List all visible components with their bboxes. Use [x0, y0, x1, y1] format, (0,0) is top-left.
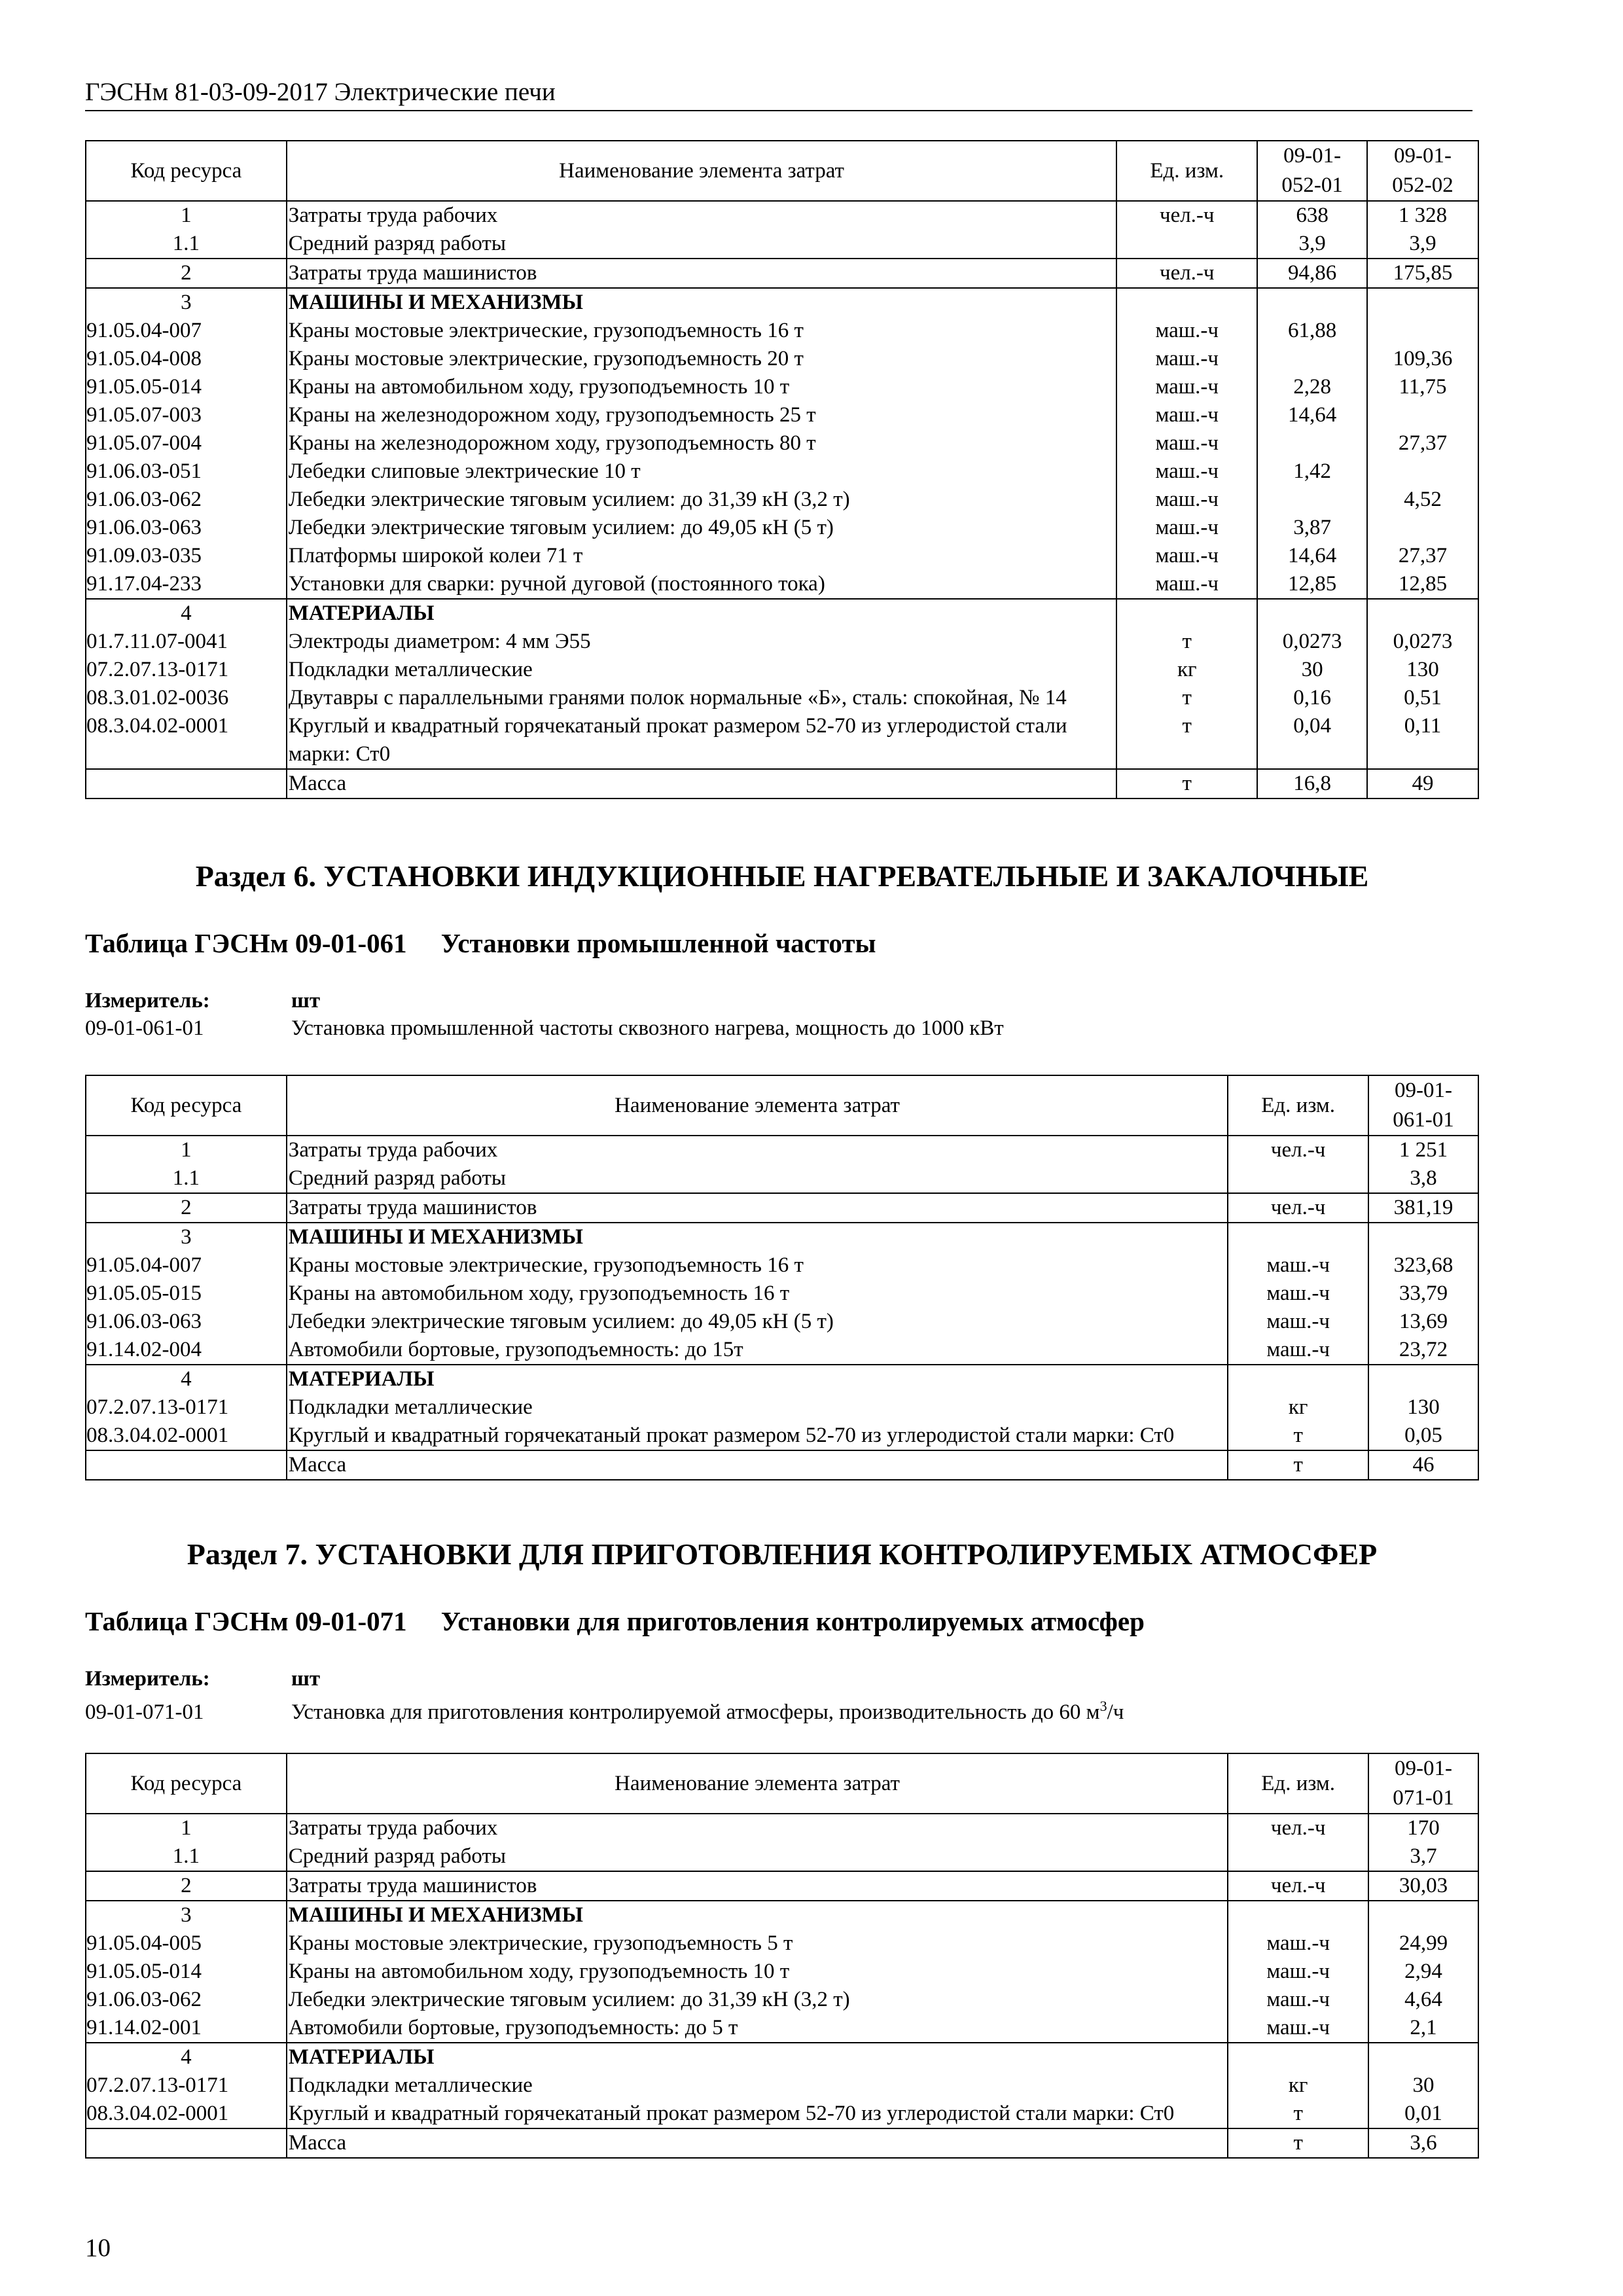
measure-label: Измеритель: [85, 1667, 210, 1691]
cell-value-2: 12,85 [1367, 570, 1478, 599]
cell-value-1: 3,6 [1368, 2128, 1478, 2158]
cell-name: Затраты труда машинистов [287, 1871, 1228, 1901]
cell-name: Подкладки металлические [287, 656, 1117, 684]
cell-value-1: 0,05 [1368, 1422, 1478, 1450]
cell-name: Затраты труда рабочих [287, 201, 1117, 230]
cell-unit: маш.-ч [1116, 345, 1257, 373]
col-header-code: Код ресурса [86, 1753, 287, 1814]
cell-unit [1116, 230, 1257, 259]
cell-code: 91.05.07-004 [86, 429, 287, 457]
col-header-value-1: 09-01- 052-01 [1257, 141, 1367, 201]
cell-name: Затраты труда машинистов [287, 259, 1117, 288]
cell-unit: т [1228, 1450, 1368, 1480]
table-row [86, 345, 1478, 373]
cell-value-2: 175,85 [1367, 259, 1478, 288]
cell-name: Круглый и квадратный горячекатаный прокат размером 52-70 из углеродистой стали марки: Ст0 [287, 712, 1117, 769]
table-code: Таблица ГЭСНм 09-01-071 [85, 1606, 407, 1636]
cell-value-1: 24,99 [1368, 1929, 1478, 1958]
cell-unit: маш.-ч [1116, 429, 1257, 457]
cell-code: 91.05.05-015 [86, 1280, 287, 1308]
cell-name: Средний разряд работы [287, 1842, 1228, 1871]
cell-name: Круглый и квадратный горячекатаный прокат размером 52-70 из углеродистой стали марки: Ст0 [287, 2100, 1228, 2128]
col-header-value-1: 09-01- 061-01 [1368, 1075, 1478, 1136]
cell-unit [1228, 2043, 1368, 2072]
col-header-name: Наименование элемента затрат [287, 1075, 1228, 1136]
cell-code: 3 [86, 1223, 287, 1251]
item-description: Установка для приготовления контролируемой атмосферы, производительность до 60 $м^3/ч$ [291, 1698, 1124, 1724]
cell-name: МАШИНЫ И МЕХАНИЗМЫ [287, 288, 1117, 317]
cell-code: 4 [86, 2043, 287, 2072]
cell-name: Лебедки электрические тяговым усилием: до 49,05 кН (5 т) [287, 1308, 1228, 1336]
cell-name: МАТЕРИАЛЫ [287, 1365, 1228, 1393]
cell-value-1: 46 [1368, 1450, 1478, 1480]
cell-value-2: 27,37 [1367, 429, 1478, 457]
cell-unit: кг [1228, 2072, 1368, 2100]
table-row [86, 599, 1478, 628]
cell-unit: маш.-ч [1116, 457, 1257, 486]
cell-unit: кг [1116, 656, 1257, 684]
cell-value-1: 1,42 [1257, 457, 1367, 486]
table-row [86, 712, 1478, 769]
cell-name: Масса [287, 769, 1117, 798]
cell-value-1: 170 [1368, 1814, 1478, 1842]
cell-value-1: 14,64 [1257, 542, 1367, 570]
table-row [86, 2043, 1478, 2072]
cell-unit: чел.-ч [1228, 1814, 1368, 1842]
cell-unit: маш.-ч [1228, 1958, 1368, 1986]
cell-code: 91.05.04-005 [86, 1929, 287, 1958]
cell-name: Лебедки электрические тяговым усилием: до 31,39 кН (3,2 т) [287, 1986, 1228, 2014]
table-row [86, 1308, 1478, 1336]
cell-unit: маш.-ч [1116, 317, 1257, 345]
cell-unit: т [1116, 712, 1257, 769]
cell-code: 91.06.03-051 [86, 457, 287, 486]
cell-value-1 [1257, 599, 1367, 628]
cell-name: Краны на автомобильном ходу, грузоподъемность 16 т [287, 1280, 1228, 1308]
item-code: 09-01-071-01 [85, 1700, 204, 1724]
cell-value-1: 16,8 [1257, 769, 1367, 798]
cell-name: Электроды диаметром: 4 мм Э55 [287, 628, 1117, 656]
cell-name: Автомобили бортовые, грузоподъемность: до 15т [287, 1336, 1228, 1365]
resource-table-061 [85, 1075, 1479, 1480]
table-row [86, 628, 1478, 656]
cell-value-2: 109,36 [1367, 345, 1478, 373]
cell-unit: маш.-ч [1116, 542, 1257, 570]
cell-unit: кг [1228, 1393, 1368, 1422]
cell-value-2: 0,51 [1367, 684, 1478, 712]
cell-name: Краны на железнодорожном ходу, грузоподъемность 80 т [287, 429, 1117, 457]
table-row [86, 1958, 1478, 1986]
cell-name: Затраты труда машинистов [287, 1193, 1228, 1223]
cell-unit: т [1116, 769, 1257, 798]
cell-unit: маш.-ч [1116, 401, 1257, 429]
cell-value-1: 23,72 [1368, 1336, 1478, 1365]
cell-name: Затраты труда рабочих [287, 1136, 1228, 1164]
cell-unit: маш.-ч [1228, 1336, 1368, 1365]
col-header-code: Код ресурса [86, 141, 287, 201]
table-title-061 [85, 927, 876, 960]
cell-name: МАШИНЫ И МЕХАНИЗМЫ [287, 1223, 1228, 1251]
table-row [86, 1422, 1478, 1450]
cell-unit: чел.-ч [1116, 259, 1257, 288]
measure-value: шт [291, 1667, 321, 1691]
cell-code: 3 [86, 1901, 287, 1929]
cell-code: 91.17.04-233 [86, 570, 287, 599]
resource-table-052 [85, 140, 1479, 799]
cell-code: 1 [86, 201, 287, 230]
item-code: 09-01-061-01 [85, 1016, 204, 1040]
cell-name: МАТЕРИАЛЫ [287, 599, 1117, 628]
cell-value-2: 3,9 [1367, 230, 1478, 259]
cell-code [86, 2128, 287, 2158]
cell-value-1 [1368, 1901, 1478, 1929]
table-row [86, 1450, 1478, 1480]
col-header-value-1: 09-01- 071-01 [1368, 1753, 1478, 1814]
col-header-unit: Ед. изм. [1228, 1075, 1368, 1136]
table-row [86, 1164, 1478, 1193]
cell-code: 91.06.03-063 [86, 1308, 287, 1336]
section-7-title: Раздел 7. УСТАНОВКИ ДЛЯ ПРИГОТОВЛЕНИЯ КОНТРОЛИРУЕМЫХ АТМОСФЕР [187, 1537, 1378, 1571]
cell-unit: маш.-ч [1116, 486, 1257, 514]
cell-unit: маш.-ч [1228, 1986, 1368, 2014]
cell-value-1: 0,0273 [1257, 628, 1367, 656]
section-6-title: Раздел 6. УСТАНОВКИ ИНДУКЦИОННЫЕ НАГРЕВАТЕЛЬНЫЕ И ЗАКАЛОЧНЫЕ [195, 859, 1369, 893]
table-row [86, 1871, 1478, 1901]
cell-name: Краны на автомобильном ходу, грузоподъемность 10 т [287, 1958, 1228, 1986]
table-row [86, 514, 1478, 542]
table-title-071 [85, 1605, 1145, 1638]
cell-value-1: 130 [1368, 1393, 1478, 1422]
cell-name: Масса [287, 1450, 1228, 1480]
cell-name: Лебедки слиповые электрические 10 т [287, 457, 1117, 486]
cell-value-1: 2,94 [1368, 1958, 1478, 1986]
cell-unit: маш.-ч [1228, 1280, 1368, 1308]
cell-unit [1228, 1164, 1368, 1193]
cell-name: Установки для сварки: ручной дуговой (постоянного тока) [287, 570, 1117, 599]
cell-value-1: 323,68 [1368, 1251, 1478, 1280]
table-row [86, 429, 1478, 457]
cell-unit: маш.-ч [1116, 514, 1257, 542]
cell-code: 91.05.04-007 [86, 317, 287, 345]
table-header-row [86, 141, 1478, 201]
table-row [86, 259, 1478, 288]
cell-value-1: 0,01 [1368, 2100, 1478, 2128]
table-row [86, 684, 1478, 712]
table-row [86, 1336, 1478, 1365]
col-header-code: Код ресурса [86, 1075, 287, 1136]
cell-value-2: 1 328 [1367, 201, 1478, 230]
cell-value-1 [1257, 288, 1367, 317]
table-row [86, 656, 1478, 684]
table-row [86, 230, 1478, 259]
cell-unit: маш.-ч [1228, 1251, 1368, 1280]
table-row [86, 1223, 1478, 1251]
cell-code: 2 [86, 1871, 287, 1901]
table-row [86, 2128, 1478, 2158]
cell-unit: маш.-ч [1116, 373, 1257, 401]
cell-code: 1 [86, 1814, 287, 1842]
col-header-name: Наименование элемента затрат [287, 141, 1117, 201]
cell-code: 91.14.02-004 [86, 1336, 287, 1365]
table-row [86, 2072, 1478, 2100]
cell-unit: маш.-ч [1116, 570, 1257, 599]
cell-unit: маш.-ч [1228, 1308, 1368, 1336]
cell-unit: чел.-ч [1116, 201, 1257, 230]
cell-name: Автомобили бортовые, грузоподъемность: до 5 т [287, 2014, 1228, 2043]
table-row [86, 373, 1478, 401]
cell-code [86, 1450, 287, 1480]
cell-value-2 [1367, 317, 1478, 345]
cell-value-1 [1257, 429, 1367, 457]
cell-unit: т [1228, 2100, 1368, 2128]
cell-name: Масса [287, 2128, 1228, 2158]
cell-unit: т [1116, 684, 1257, 712]
cell-name: Лебедки электрические тяговым усилием: до 31,39 кН (3,2 т) [287, 486, 1117, 514]
cell-unit: маш.-ч [1228, 2014, 1368, 2043]
cell-code: 3 [86, 288, 287, 317]
table-header-row [86, 1075, 1478, 1136]
cell-value-1: 4,64 [1368, 1986, 1478, 2014]
col-header-name: Наименование элемента затрат [287, 1753, 1228, 1814]
cell-value-1: 13,69 [1368, 1308, 1478, 1336]
cell-unit: чел.-ч [1228, 1193, 1368, 1223]
cell-value-1 [1257, 345, 1367, 373]
cell-unit: т [1228, 1422, 1368, 1450]
cell-name: Лебедки электрические тяговым усилием: до 49,05 кН (5 т) [287, 514, 1117, 542]
cell-name: Двутавры с параллельными гранями полок нормальные «Б», сталь: спокойная, № 14 [287, 684, 1117, 712]
cell-name: Средний разряд работы [287, 1164, 1228, 1193]
cell-value-1: 3,9 [1257, 230, 1367, 259]
table-row [86, 769, 1478, 798]
cell-code: 08.3.04.02-0001 [86, 1422, 287, 1450]
cell-code: 91.05.05-014 [86, 1958, 287, 1986]
cell-name: Краны мостовые электрические, грузоподъемность 16 т [287, 1251, 1228, 1280]
cell-value-1: 33,79 [1368, 1280, 1478, 1308]
cell-code [86, 769, 287, 798]
table-row [86, 1251, 1478, 1280]
cell-value-2: 4,52 [1367, 486, 1478, 514]
cell-code: 1 [86, 1136, 287, 1164]
cell-value-2 [1367, 401, 1478, 429]
cell-name: Платформы широкой колеи 71 т [287, 542, 1117, 570]
measure-value: шт [291, 989, 321, 1013]
cell-unit [1228, 1901, 1368, 1929]
cell-unit: т [1228, 2128, 1368, 2158]
cell-value-2 [1367, 457, 1478, 486]
table-row [86, 317, 1478, 345]
cell-value-2: 0,11 [1367, 712, 1478, 769]
cell-value-2: 130 [1367, 656, 1478, 684]
cell-name: МАШИНЫ И МЕХАНИЗМЫ [287, 1901, 1228, 1929]
cell-code: 91.09.03-035 [86, 542, 287, 570]
col-header-value-2: 09-01- 052-02 [1367, 141, 1478, 201]
cell-code: 08.3.04.02-0001 [86, 712, 287, 769]
item-description: Установка промышленной частоты сквозного нагрева, мощность до 1000 кВт [291, 1016, 1004, 1040]
cell-name: Подкладки металлические [287, 1393, 1228, 1422]
cell-value-1: 1 251 [1368, 1136, 1478, 1164]
table-row [86, 457, 1478, 486]
cell-value-1 [1368, 2043, 1478, 2072]
cell-unit [1228, 1842, 1368, 1871]
col-header-unit: Ед. изм. [1228, 1753, 1368, 1814]
cell-value-1: 94,86 [1257, 259, 1367, 288]
cell-unit: чел.-ч [1228, 1136, 1368, 1164]
cell-name: Краны мостовые электрические, грузоподъемность 20 т [287, 345, 1117, 373]
cell-code: 91.06.03-063 [86, 514, 287, 542]
cell-code: 91.05.05-014 [86, 373, 287, 401]
cell-code: 4 [86, 1365, 287, 1393]
resource-table-071 [85, 1753, 1479, 2159]
cell-value-2 [1367, 514, 1478, 542]
measure-label: Измеритель: [85, 989, 210, 1013]
cell-value-1: 12,85 [1257, 570, 1367, 599]
cell-value-1: 30 [1257, 656, 1367, 684]
table-row [86, 1280, 1478, 1308]
cell-code: 1.1 [86, 1842, 287, 1871]
table-row [86, 201, 1478, 230]
cell-code: 07.2.07.13-0171 [86, 656, 287, 684]
header-title: ГЭСНм 81-03-09-2017 Электрические печи [85, 78, 556, 106]
table-row [86, 1365, 1478, 1393]
table-row [86, 1393, 1478, 1422]
cell-code: 91.05.04-007 [86, 1251, 287, 1280]
table-row [86, 542, 1478, 570]
cell-unit: маш.-ч [1228, 1929, 1368, 1958]
cell-code: 91.05.04-008 [86, 345, 287, 373]
cell-code: 1.1 [86, 230, 287, 259]
cell-code: 07.2.07.13-0171 [86, 2072, 287, 2100]
cell-name: Краны на железнодорожном ходу, грузоподъемность 25 т [287, 401, 1117, 429]
cell-unit [1116, 288, 1257, 317]
table-row [86, 1986, 1478, 2014]
table-row [86, 1193, 1478, 1223]
measure-block-061 [85, 987, 1004, 1042]
cell-code: 1.1 [86, 1164, 287, 1193]
table-header-row [86, 1753, 1478, 1814]
cell-code: 4 [86, 599, 287, 628]
table-row [86, 1814, 1478, 1842]
cell-code: 08.3.01.02-0036 [86, 684, 287, 712]
cell-value-2 [1367, 599, 1478, 628]
cell-code: 07.2.07.13-0171 [86, 1393, 287, 1422]
cell-code: 08.3.04.02-0001 [86, 2100, 287, 2128]
cell-value-1: 3,7 [1368, 1842, 1478, 1871]
cell-name: Подкладки металлические [287, 2072, 1228, 2100]
cell-value-2: 27,37 [1367, 542, 1478, 570]
cell-value-1: 0,16 [1257, 684, 1367, 712]
table-row [86, 1136, 1478, 1164]
page-number: 10 [85, 2234, 111, 2262]
table-name: Установки промышленной частоты [440, 928, 876, 958]
table-row [86, 2100, 1478, 2128]
cell-value-1 [1368, 1365, 1478, 1393]
cell-unit [1228, 1365, 1368, 1393]
cell-name: Круглый и квадратный горячекатаный прокат размером 52-70 из углеродистой стали марки: Ст0 [287, 1422, 1228, 1450]
cell-value-2: 0,0273 [1367, 628, 1478, 656]
cell-value-1: 3,87 [1257, 514, 1367, 542]
cell-code: 91.06.03-062 [86, 486, 287, 514]
cell-value-1: 3,8 [1368, 1164, 1478, 1193]
table-row [86, 486, 1478, 514]
cell-value-1: 2,1 [1368, 2014, 1478, 2043]
table-row [86, 1929, 1478, 1958]
cell-unit [1228, 1223, 1368, 1251]
table-code: Таблица ГЭСНм 09-01-061 [85, 928, 407, 958]
cell-code: 91.06.03-062 [86, 1986, 287, 2014]
measure-block-071 [85, 1665, 1124, 1726]
cell-name: Краны мостовые электрические, грузоподъемность 5 т [287, 1929, 1228, 1958]
page-header [85, 77, 1472, 111]
cell-value-1: 14,64 [1257, 401, 1367, 429]
cell-name: Краны мостовые электрические, грузоподъемность 16 т [287, 317, 1117, 345]
cell-code: 01.7.11.07-0041 [86, 628, 287, 656]
table-name: Установки для приготовления контролируемых атмосфер [440, 1606, 1145, 1636]
cell-code: 91.05.07-003 [86, 401, 287, 429]
table-row [86, 2014, 1478, 2043]
cell-name: Затраты труда рабочих [287, 1814, 1228, 1842]
cell-code: 2 [86, 1193, 287, 1223]
cell-value-1: 381,19 [1368, 1193, 1478, 1223]
cell-code: 2 [86, 259, 287, 288]
cell-value-1: 61,88 [1257, 317, 1367, 345]
cell-value-1: 30 [1368, 2072, 1478, 2100]
cell-value-1: 2,28 [1257, 373, 1367, 401]
cell-value-2: 11,75 [1367, 373, 1478, 401]
cell-value-1 [1368, 1223, 1478, 1251]
table-row [86, 1842, 1478, 1871]
table-row [86, 288, 1478, 317]
cell-value-2: 49 [1367, 769, 1478, 798]
cell-name: Средний разряд работы [287, 230, 1117, 259]
cell-value-2 [1367, 288, 1478, 317]
cell-unit [1116, 599, 1257, 628]
cell-name: МАТЕРИАЛЫ [287, 2043, 1228, 2072]
table-row [86, 401, 1478, 429]
cell-value-1 [1257, 486, 1367, 514]
table-row [86, 1901, 1478, 1929]
table-row [86, 570, 1478, 599]
cell-value-1: 638 [1257, 201, 1367, 230]
cell-value-1: 30,03 [1368, 1871, 1478, 1901]
cell-code: 91.14.02-001 [86, 2014, 287, 2043]
col-header-unit: Ед. изм. [1116, 141, 1257, 201]
cell-name: Краны на автомобильном ходу, грузоподъемность 10 т [287, 373, 1117, 401]
cell-unit: т [1116, 628, 1257, 656]
cell-value-1: 0,04 [1257, 712, 1367, 769]
cell-unit: чел.-ч [1228, 1871, 1368, 1901]
